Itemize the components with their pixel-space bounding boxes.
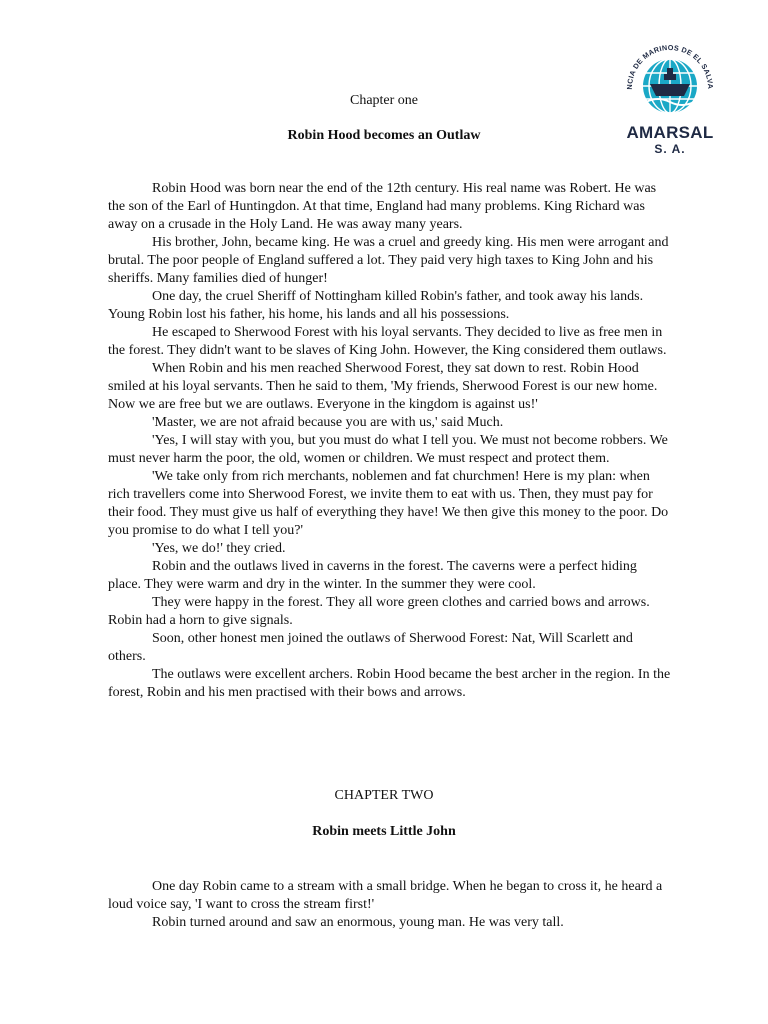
chapter-one-title: Robin Hood becomes an Outlaw [287,128,481,143]
paragraph: When Robin and his men reached Sherwood Forest, they sat down to rest. Robin Hood smiled at his loyal servants. Then he said to them, 'My friends, Sherwood Forest is our new home. Now we are free but we are outlaws. Everyone in the kingdom is against us!' [108,361,658,412]
chapter-two-label: CHAPTER TWO [334,788,434,803]
chapter-two-body [108,878,673,932]
paragraph: One day Robin came to a stream with a small bridge. When he began to cross it, he heard a loud voice say, 'I want to cross the stream first!' [108,879,663,912]
globe-ship-icon [620,30,720,125]
paragraph: The outlaws were excellent archers. Robin Hood became the best archer in the region. In the forest, Robin and his men practised with their bows and arrows. [108,667,671,700]
paragraph: 'Yes, I will stay with you, but you must do what I tell you. We must not become robbers. We must never harm the poor, the old, women or children. We must respect and protect them. [108,433,668,466]
paragraph: Robin turned around and saw an enormous, young man. He was very tall. [152,915,564,930]
logo-name: AMARSAL [626,123,714,142]
paragraph: Soon, other honest men joined the outlaws of Sherwood Forest: Nat, Will Scarlett and others. [108,631,633,664]
logo-suffix: S. A. [654,142,686,156]
paragraph: Robin and the outlaws lived in caverns in the forest. The caverns were a perfect hiding place. They were warm and dry in the winter. In the summer they were cool. [108,559,637,592]
paragraph: 'Yes, we do!' they cried. [152,541,286,556]
paragraph: His brother, John, became king. He was a cruel and greedy king. His men were arrogant and brutal. The poor people of England suffered a lot. They paid very high taxes to King John and his sheriffs. Many families died of hunger! [108,235,669,286]
paragraph: 'Master, we are not afraid because you are with us,' said Much. [152,415,504,430]
paragraph: One day, the cruel Sheriff of Nottingham killed Robin's father, and took away his lands. Young Robin lost his father, his home, his lands and all his possessions. [108,289,644,322]
chapter-one-body [108,180,673,702]
paragraph: Robin Hood was born near the end of the 12th century. His real name was Robert. He was the son of the Earl of Huntingdon. At that time, England had many problems. King Richard was away on a crusade in the Holy Land. He was away many years. [108,181,657,232]
logo-arc-text: NCIA DE MARINOS DE EL SALVA [624,42,716,90]
chapter-one-label: Chapter one [349,93,419,108]
chapter-two-title: Robin meets Little John [312,824,456,839]
paragraph: 'We take only from rich merchants, noblemen and fat churchmen! Here is my plan: when rich travellers come into Sherwood Forest, we invite them to eat with us. Then, they must pay for their food. They must give us half of everything they have! We then give this money to the poor. Do you promise to do what I tell you?' [108,469,669,538]
paragraph: They were happy in the forest. They all wore green clothes and carried bows and arrows. Robin had a horn to give signals. [108,595,650,628]
paragraph: He escaped to Sherwood Forest with his loyal servants. They decided to live as free men in the forest. They didn't want to be slaves of King John. However, the King considered them outlaws. [108,325,667,358]
